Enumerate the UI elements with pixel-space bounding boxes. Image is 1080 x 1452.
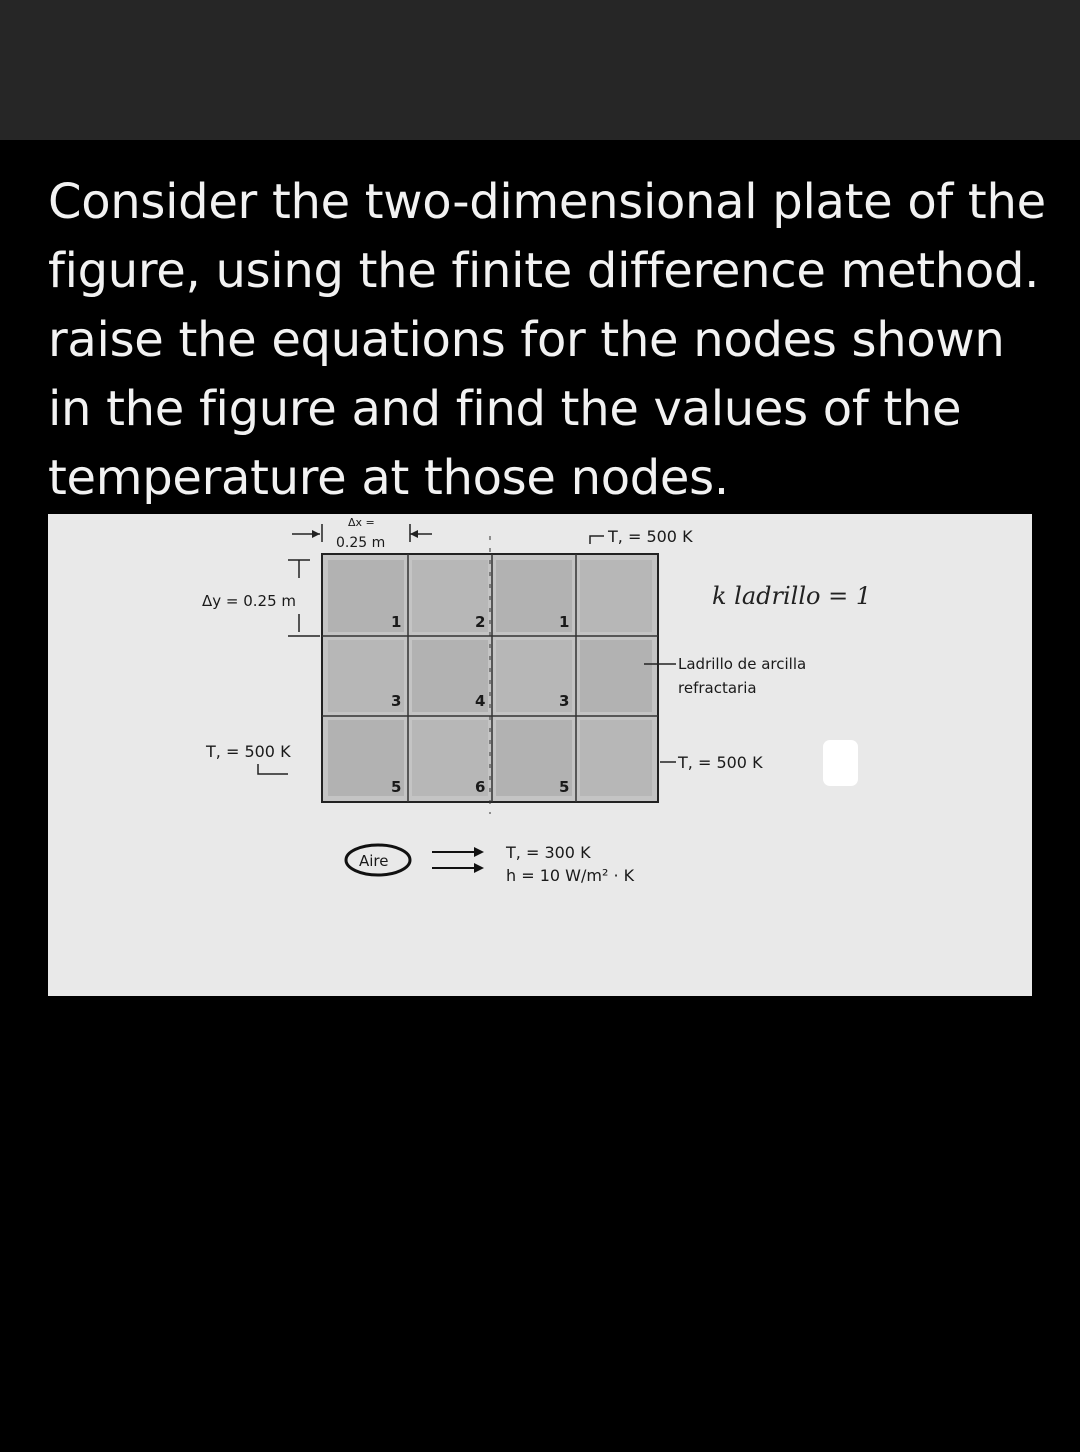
dx-arrowhead — [312, 530, 320, 538]
dx-label: 0.25 m — [336, 535, 386, 551]
node-label: 4 — [475, 692, 486, 710]
node-label: 1 — [391, 613, 402, 631]
top-temperature: T, = 500 K — [608, 527, 693, 546]
air-label: Aire — [359, 852, 389, 870]
top-bar — [0, 0, 1080, 140]
node-label: 3 — [391, 692, 402, 710]
problem-figure — [48, 514, 1032, 996]
node-label: 3 — [559, 692, 570, 710]
node-label: 2 — [475, 613, 486, 631]
left-temperature: T, = 500 K — [206, 742, 291, 761]
grid-cell — [580, 720, 652, 796]
grid-cell — [580, 560, 652, 632]
k-label: k ladrillo = 1 — [712, 582, 872, 610]
right-temperature: T, = 500 K — [678, 753, 763, 772]
plate-grid — [322, 536, 658, 814]
question-text: Consider the two-dimensional plate of the figure, using the finite difference method. raise the equations for the nodes shown in the figure and find the values of the temperature at those nodes. — [48, 174, 1046, 506]
white-marker — [823, 740, 858, 786]
grid-cell — [580, 640, 652, 712]
node-label: 5 — [559, 778, 570, 796]
node-label: 1 — [559, 613, 570, 631]
node-label: 6 — [475, 778, 486, 796]
node-label: 5 — [391, 778, 402, 796]
dy-label: Δy = 0.25 m — [202, 592, 297, 610]
dx-label-top: Δx = — [348, 516, 375, 529]
material-line-1: Ladrillo de arcilla — [678, 655, 807, 673]
material-line-2: refractaria — [678, 679, 757, 697]
ambient-temperature: T, = 300 K — [506, 843, 591, 862]
convection-coefficient: h = 10 W/m² · K — [506, 866, 635, 885]
figure-svg — [48, 514, 1032, 996]
